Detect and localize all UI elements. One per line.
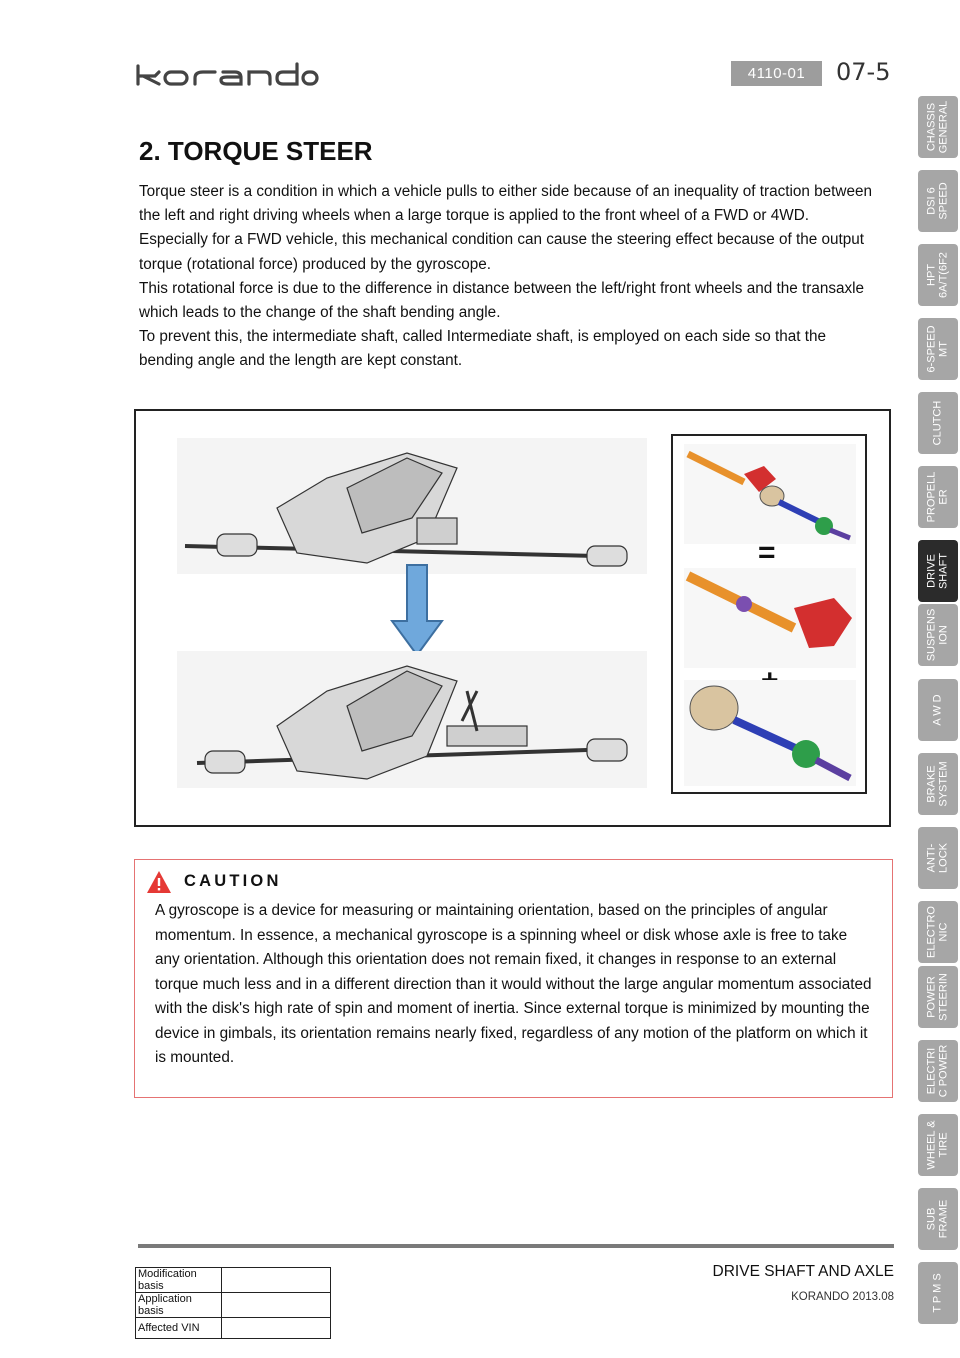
tab-label: DSI 6 SPEED <box>925 182 949 220</box>
tab-label: SUSPENS ION <box>925 608 949 662</box>
tab-tpms[interactable] <box>918 1262 958 1324</box>
footer-divider <box>138 1244 894 1248</box>
page-title: 2. TORQUE STEER <box>139 136 373 166</box>
tab-drive-shaft[interactable] <box>918 540 958 602</box>
tab-sub-frame[interactable] <box>918 1188 958 1250</box>
table-cell-value <box>222 1293 331 1318</box>
table-cell-value <box>222 1318 331 1339</box>
table-cell-label: Application basis <box>136 1293 222 1318</box>
body-paragraph: Torque steer is a condition in which a vehicle pulls to either side because of an inequality of traction between the left and right driving wheels when a large torque is applied to the front wheel of a FWD or 4WD. <box>139 183 872 225</box>
caution-box <box>134 859 893 1098</box>
tab-label: ELECTRO NIC <box>925 906 949 958</box>
torque-steer-figure <box>134 409 891 827</box>
tab-label: T P M S <box>931 1273 944 1313</box>
drivetrain-diagram-before <box>177 438 647 574</box>
intermediate-shaft-image <box>684 568 856 668</box>
body-paragraph: This rotational force is due to the difference in distance between the left/right front wheels and the transaxle which leads to the change of the shaft bending angle. <box>139 279 865 322</box>
tab-clutch[interactable] <box>918 392 958 454</box>
equals-symbol: = <box>758 536 776 569</box>
caution-heading: CAUTION <box>184 872 282 890</box>
tab-propeller[interactable] <box>918 466 958 528</box>
tab-6-speed-mt[interactable] <box>918 318 958 380</box>
full-drive-shaft-image <box>684 444 856 544</box>
tab-dsi-6-speed[interactable] <box>918 170 958 232</box>
table-row <box>136 1318 331 1339</box>
table-cell-label: Modification basis <box>136 1268 222 1293</box>
tab-label: DRIVE SHAFT <box>925 552 949 590</box>
tab-label: CLUTCH <box>931 400 944 446</box>
warning-icon <box>146 870 172 894</box>
footer-subtitle: KORANDO 2013.08 <box>791 1291 894 1303</box>
tab-label: 6-SPEED MT <box>925 325 949 373</box>
caution-text: A gyroscope is a device for measuring or maintaining orientation, based on the principles of angular momentum. In essence, a mechanical gyroscope is a spinning wheel or disk whose axle is free to take any orientation. Although this orientation does not remain fixed, it changes in response to an external torque much less and in a different direction than it would without the large angular momentum associated with the disk's high rate of spin and moment of inertia. Since external torque is minimized by mounting the device in gimbals, its orientation remains nearly fixed, regardless of any motion of the platform on which it is mounted. <box>155 902 872 1066</box>
tab-label: ELECTRI C POWER <box>925 1044 949 1098</box>
tab-label: BRAKE SYSTEM <box>925 761 949 807</box>
table-row <box>136 1268 331 1293</box>
tab-electric-power[interactable] <box>918 1040 958 1102</box>
tab-anti-lock[interactable] <box>918 827 958 889</box>
modification-table <box>135 1267 331 1339</box>
tab-label: A W D <box>931 694 944 726</box>
body-text <box>139 180 879 374</box>
tab-awd[interactable] <box>918 679 958 741</box>
tab-label: SUB FRAME <box>925 1199 949 1239</box>
page-number: 07-5 <box>836 58 891 86</box>
tab-label: POWER STEERIN <box>925 973 949 1021</box>
tab-label: HPT 6A/T(6F2 <box>925 252 949 298</box>
tab-chassis-general[interactable] <box>918 96 958 158</box>
footer-title: DRIVE SHAFT AND AXLE <box>712 1263 894 1280</box>
tab-power-steering[interactable] <box>918 966 958 1028</box>
plus-symbol: + <box>761 664 779 697</box>
body-paragraph: Especially for a FWD vehicle, this mechanical condition can cause the steering effect because of the output torque (rotational force) produced by the gyroscope. <box>139 231 865 273</box>
body-paragraph: To prevent this, the intermediate shaft, called Intermediate shaft, is employed on each side so that the bending angle and the length are kept constant. <box>139 328 827 370</box>
korando-logo <box>135 60 320 90</box>
tab-suspension[interactable] <box>918 604 958 666</box>
table-cell-value <box>222 1268 331 1293</box>
tab-label: PROPELL ER <box>925 471 949 523</box>
tab-hpt-6at[interactable] <box>918 244 958 306</box>
tab-brake-system[interactable] <box>918 753 958 815</box>
tab-label: WHEEL & TIRE <box>925 1120 949 1170</box>
table-row <box>136 1293 331 1318</box>
table-cell-label: Affected VIN <box>136 1318 222 1339</box>
shaft-comparison-inset <box>671 434 867 794</box>
outer-shaft-image <box>684 680 856 786</box>
tab-label: CHASSIS GENERAL <box>925 100 949 154</box>
section-code: 4110-01 <box>731 61 822 86</box>
down-arrow-icon <box>390 563 444 657</box>
drivetrain-diagram-after <box>177 651 647 788</box>
tab-electronic[interactable] <box>918 901 958 963</box>
tab-label: ANTI- LOCK <box>925 843 949 873</box>
tab-wheel-tire[interactable] <box>918 1114 958 1176</box>
